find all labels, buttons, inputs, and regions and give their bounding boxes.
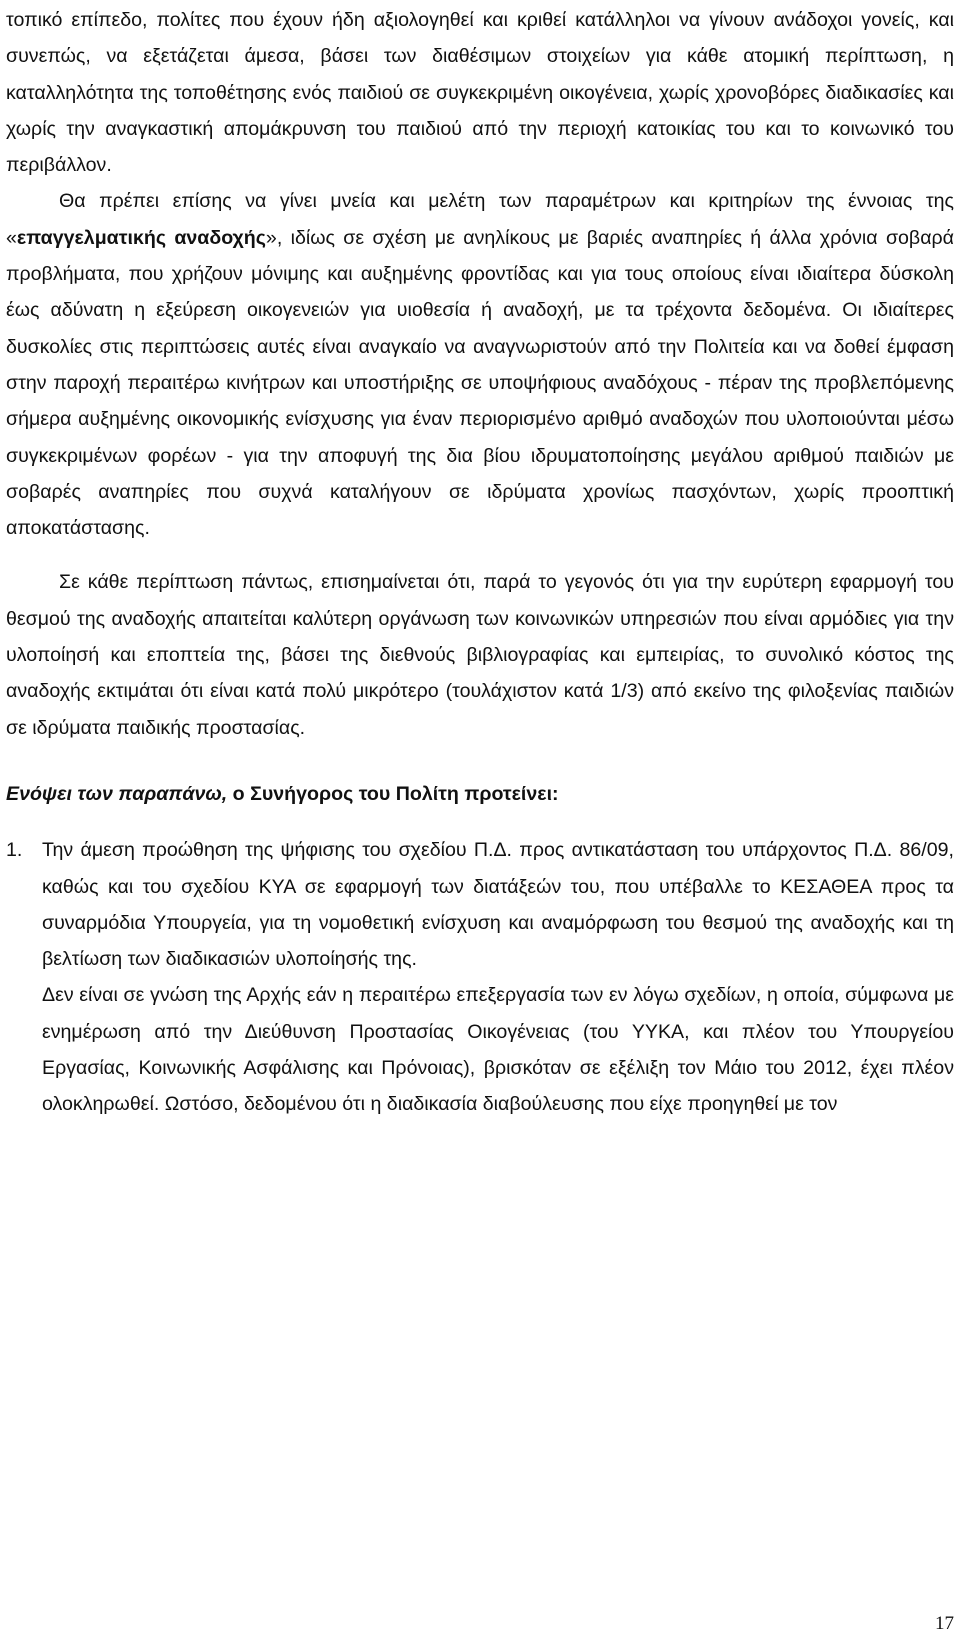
paragraph-continuation: τοπικό επίπεδο, πολίτες που έχουν ήδη αξιολογηθεί και κριθεί κατάλληλοι να γίνουν ανάδοχοι γονείς, και συνεπώς, να εξετάζεται άμεσα, βάσει των διαθέσιμων στοιχείων για κάθε ατομική περίπτωση, η καταλληλότητα της τοποθέτησης ενός παιδιού σε συγκεκριμένη οικογένεια, χωρίς χρονοβόρες διαδικασίες και χωρίς την αναγκαστική απομάκρυνση του παιδιού από την περιοχή κατοικίας του και το κοινωνικό του περιβάλλον. xyxy=(6,9,954,177)
paragraph-text: », ιδίως σε σχέση με ανηλίκους με βαριές αναπηρίες ή άλλα χρόνια σοβαρά προβλήματα, που χρήζουν μόνιμης και αυξημένης φροντίδας και για τους οποίους είναι ιδιαίτερα δύσκολη έως αδύνατη η εξεύρεση οικογενειών για υιοθεσία ή αναδοχή, με τα τρέχοντα δεδομένα. Οι ιδιαίτερες δυσκολίες στις περιπτώσεις αυτές είναι αναγκαίο να αναγνωριστούν από την Πολιτεία και να δοθεί έμφαση στην παροχή περαιτέρω κινήτρων και υποστήριξης σε υποψήφιους αναδόχους - πέραν της προβλεπόμενης σήμερα αυξημένης οικονομικής ενίσχυσης για έναν περιορισμένο αριθμό αναδοχών που υλοποιούνται μέσω συγκεκριμένων φορέων - για την αποφυγή της δια βίου ιδρυματοποίησης μεγάλου αριθμού παιδιών με σοβαρές αναπηρίες που συχνά καταλήγουν σε ιδρύματα χρονίως πασχόντων, χωρίς προοπτική αποκατάστασης. xyxy=(6,226,955,540)
list-item-text: Την άμεση προώθηση της ψήφισης του σχεδίου Π.Δ. προς αντικατάσταση του υπάρχοντος Π.Δ. 86/09, καθώς και του σχεδίου ΚΥΑ σε εφαρμογή των διατάξεών του, που υπέβαλλε το ΚΕΣΑΘΕΑ προς τα συναρμόδια Υπουργεία, για τη νομοθετική ενίσχυση και αναμόρφωση του θεσμού της αναδοχής και τη βελτίωση των διαδικασιών υλοποίησής της. xyxy=(42,839,954,971)
document-body xyxy=(6,2,954,1123)
paragraph-text: Θα πρέπει επίσης να γίνει μνεία και μελέτη των παραμέτρων και κριτηρίων της έννοιας της « xyxy=(6,190,954,249)
heading-italic-part: Ενόψει των παραπάνω, xyxy=(6,782,228,805)
paragraph-professional-foster-care xyxy=(6,183,954,546)
list-item-number: 1. xyxy=(6,839,23,862)
list-item-continuation-block xyxy=(6,977,954,1122)
list-item-continuation: Δεν είναι σε γνώση της Αρχής εάν η περαιτέρω επεξεργασία των εν λόγω σχεδίων, η οποία, σύμφωνα με ενημέρωση από την Διεύθυνση Προστασίας Οικογένειας (του ΥΥΚΑ, και πλέον του Υπουργείου Εργασίας, Κοινωνικής Ασφάλισης και Πρόνοιας), βρισκόταν σε εξέλιξη τον Μάιο του 2012, έχει πλέον ολοκληρωθεί. Ωστόσο, δεδομένου ότι η διαδικασία διαβούλευσης που είχε προηγηθεί με τον xyxy=(42,984,954,1116)
page-number: 17 xyxy=(935,1613,954,1634)
paragraph-cost-comparison: Σε κάθε περίπτωση πάντως, επισημαίνεται ότι, παρά το γεγονός ότι για την ευρύτερη εφαρμογή του θεσμού της αναδοχής απαιτείται καλύτερη οργάνωση των κοινωνικών υπηρεσιών που είναι αρμόδιες για την υλοποίησή και εποπτεία της, βάσει της διεθνούς βιβλιογραφίας και εμπειρίας, το συνολικό κόστος της αναδοχής εκτιμάται ότι είναι κατά πολύ μικρότερο (τουλάχιστον κατά 1/3) από εκείνο της φιλοξενίας παιδιών σε ιδρύματα παιδικής προστασίας. xyxy=(6,571,954,739)
bold-term: επαγγελματικής αναδοχής xyxy=(16,226,266,249)
heading-bold-part: ο Συνήγορος του Πολίτη προτείνει: xyxy=(227,782,559,805)
proposals-heading xyxy=(6,776,954,812)
proposals-list xyxy=(6,832,954,1122)
list-item xyxy=(6,832,954,977)
